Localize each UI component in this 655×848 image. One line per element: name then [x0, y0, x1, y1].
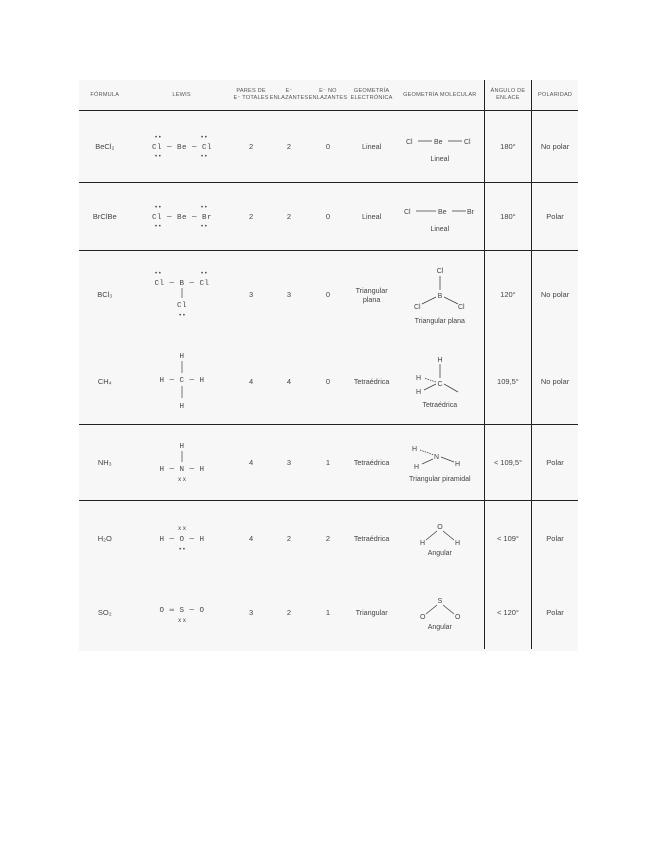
formula-cell: NH₃ — [79, 425, 131, 501]
angle-cell: < 109,5° — [484, 425, 531, 501]
polarity-cell: Polar — [532, 183, 578, 251]
lewis-structure-becl2 — [137, 126, 227, 166]
polarity-cell: Polar — [532, 425, 578, 501]
header-angle: ÁNGULO DE ENLACE — [484, 80, 531, 111]
molecular-geometry-cell — [396, 111, 484, 183]
lewis-cell — [131, 425, 233, 501]
lewis-text: Cl ─ Be ─ Br — [151, 213, 212, 222]
pairs-cell: 2 — [249, 142, 254, 151]
header-nonbonding: E⁻ NO ENLAZANTES — [308, 80, 347, 111]
molecular-geometry-cell — [396, 251, 484, 339]
atom-label: H — [454, 540, 460, 547]
polarity-cell: Polar — [532, 501, 578, 577]
lewis-text: Cl ─ Be ─ Cl — [151, 143, 212, 152]
lewis-cl-bottom: Cl — [176, 301, 187, 310]
svg-text:• •: • • — [178, 312, 185, 319]
nonbonding-cell: 0 — [325, 376, 331, 386]
header-row — [79, 80, 578, 111]
trigonal-planar-diagram — [400, 264, 480, 314]
linear-molecule-diagram — [400, 200, 480, 222]
svg-text:• •: • • — [200, 270, 207, 277]
linear-molecule-diagram — [400, 130, 480, 152]
trigonal-pyramidal-diagram — [400, 442, 480, 472]
angle-cell: < 120° — [484, 577, 531, 649]
molecular-geometry-caption: Lineal — [430, 156, 450, 163]
svg-text:• •: • • — [154, 223, 161, 230]
lewis-structure-so2 — [137, 594, 227, 630]
angle-cell: < 109° — [484, 501, 531, 577]
nonbonding-cell: 2 — [308, 501, 347, 577]
atom-label: Cl — [457, 304, 465, 312]
bonding-cell: 2 — [286, 608, 292, 617]
atom-label: B — [437, 293, 443, 301]
lewis-structure-bcl3 — [137, 265, 227, 323]
lewis-cell — [131, 183, 233, 251]
lewis-h-bottom: H — [179, 403, 185, 412]
lewis-text: H ─ O ─ H — [159, 535, 205, 544]
lewis-text: O ═ S ─ O — [159, 606, 205, 615]
lewis-cell — [131, 577, 233, 649]
svg-text:• •: • • — [154, 153, 161, 160]
bonding-cell: 3 — [270, 251, 309, 339]
header-formula: FÓRMULA — [79, 80, 131, 111]
angle-cell: 109,5° — [484, 339, 531, 425]
molecular-geometry-cell — [396, 425, 484, 501]
molecular-geometry-cell — [396, 577, 484, 649]
svg-text:• •: • • — [154, 204, 161, 211]
atom-label: H — [415, 374, 421, 382]
atom-label: Be — [437, 209, 447, 216]
molecular-geometry-caption: Angular — [427, 624, 452, 631]
lewis-text: Cl ─ B ─ Cl — [154, 279, 210, 288]
formula-cell: H₂O — [79, 501, 131, 577]
table-row — [79, 577, 578, 649]
lewis-cell — [131, 111, 233, 183]
lewis-structure-ch4 — [137, 348, 227, 412]
atom-label: H — [415, 388, 421, 396]
lewis-text: H ─ C ─ H — [159, 377, 205, 386]
table-row — [79, 425, 578, 501]
electron-geometry-cell: Tetraédrica — [347, 425, 395, 501]
formula-cell: BrClBe — [79, 183, 131, 251]
formula-cell: BCl₃ — [79, 251, 131, 339]
svg-text:• •: • • — [154, 270, 161, 277]
angle-cell: 180° — [484, 183, 531, 251]
atom-label: H — [437, 356, 443, 364]
atom-label: N — [433, 454, 439, 461]
lewis-h-top: H — [179, 442, 185, 451]
bonding-cell: 4 — [286, 376, 292, 386]
molecular-geometry-caption: Triangular piramidal — [408, 476, 471, 483]
electron-geometry-cell: Tetraédrica — [353, 376, 390, 386]
svg-text:• •: • • — [178, 546, 185, 553]
atom-label: Br — [466, 209, 474, 216]
lewis-structure-nh3 — [137, 438, 227, 486]
molecular-geometry-table — [79, 80, 578, 651]
bonding-cell: 2 — [286, 142, 292, 151]
nonbonding-cell: 1 — [325, 608, 331, 617]
nonbonding-cell: 1 — [308, 425, 347, 501]
lewis-cell — [131, 501, 233, 577]
molecular-geometry-cell — [396, 339, 484, 425]
atom-label: O — [454, 614, 461, 620]
polarity-cell: No polar — [540, 376, 570, 386]
formula-cell: CH₄ — [97, 376, 112, 386]
svg-text:• •: • • — [200, 134, 207, 141]
atom-label: H — [454, 461, 460, 468]
formula-cell: SO₂ — [97, 608, 112, 617]
lewis-structure-brclbe — [137, 196, 227, 236]
pairs-cell: 4 — [249, 376, 254, 386]
table-row — [79, 501, 578, 577]
header-molecular-geometry: GEOMETRÍA MOLECULAR — [396, 80, 484, 111]
svg-text:x x: x x — [177, 617, 186, 624]
table-row — [79, 339, 578, 425]
geometry-table — [79, 80, 578, 649]
header-polarity: POLARIDAD — [532, 80, 578, 111]
electron-geometry-cell: Triangular — [355, 608, 388, 617]
header-electron-geometry: GEOMETRÍA ELECTRÓNICA — [347, 80, 395, 111]
angle-cell: 120° — [484, 251, 531, 339]
atom-label: H — [419, 540, 425, 547]
nonbonding-cell: 0 — [308, 183, 347, 251]
polarity-cell: No polar — [540, 142, 570, 151]
molecular-geometry-caption: Lineal — [430, 226, 450, 233]
lewis-cell — [131, 339, 233, 425]
bonding-cell: 2 — [270, 183, 309, 251]
pairs-cell: 3 — [249, 608, 254, 617]
lewis-cell — [131, 251, 233, 339]
electron-geometry-cell: Lineal — [362, 142, 382, 151]
bent-molecule-diagram — [400, 520, 480, 546]
molecular-geometry-cell — [396, 183, 484, 251]
electron-geometry-cell: Lineal — [347, 183, 395, 251]
header-pairs: PARES DE E⁻ TOTALES — [233, 80, 270, 111]
atom-label: Cl — [405, 139, 413, 146]
molecular-geometry-cell — [396, 501, 484, 577]
electron-geometry-cell: Triangular plana — [347, 251, 395, 339]
atom-label: O — [419, 614, 426, 620]
table-row — [79, 111, 578, 183]
svg-text:• •: • • — [154, 134, 161, 141]
polarity-cell: No polar — [532, 251, 578, 339]
header-bonding: E⁻ ENLAZANTES — [270, 80, 309, 111]
atom-label: Be — [433, 139, 443, 146]
atom-label: Cl — [403, 209, 411, 216]
lewis-structure-h2o — [137, 518, 227, 558]
bonding-cell: 3 — [270, 425, 309, 501]
svg-text:x x: x x — [177, 525, 186, 532]
lewis-text: H ─ N ─ H — [159, 465, 205, 474]
header-lewis: LEWIS — [131, 80, 233, 111]
bonding-cell: 2 — [270, 501, 309, 577]
atom-label: H — [411, 446, 417, 453]
table-row — [79, 251, 578, 339]
molecular-geometry-caption: Triangular plana — [414, 318, 465, 326]
svg-text:x x: x x — [177, 476, 186, 483]
angle-cell: 180° — [484, 111, 531, 183]
formula-cell: BeCl₂ — [95, 142, 115, 151]
pairs-cell: 2 — [233, 183, 270, 251]
electron-geometry-cell: Tetraédrica — [347, 501, 395, 577]
pairs-cell: 4 — [233, 425, 270, 501]
pairs-cell: 4 — [233, 501, 270, 577]
pairs-cell: 3 — [233, 251, 270, 339]
polarity-cell: Polar — [546, 608, 564, 617]
molecular-geometry-caption: Tetraédrica — [422, 401, 458, 409]
lewis-h-top: H — [179, 353, 185, 362]
svg-text:• •: • • — [200, 223, 207, 230]
svg-text:• •: • • — [200, 204, 207, 211]
tetrahedral-diagram — [400, 354, 480, 398]
atom-label: S — [437, 598, 443, 605]
atom-label: C — [437, 380, 443, 388]
atom-label: O — [437, 524, 443, 532]
atom-label: H — [413, 464, 419, 471]
svg-text:• •: • • — [200, 153, 207, 160]
atom-label: Cl — [413, 304, 421, 312]
atom-label: Cl — [436, 268, 444, 276]
nonbonding-cell: 0 — [325, 142, 331, 151]
molecular-geometry-caption: Angular — [427, 550, 452, 558]
bent-molecule-diagram — [400, 594, 480, 620]
table-row — [79, 183, 578, 251]
atom-label: Cl — [463, 139, 471, 146]
nonbonding-cell: 0 — [308, 251, 347, 339]
